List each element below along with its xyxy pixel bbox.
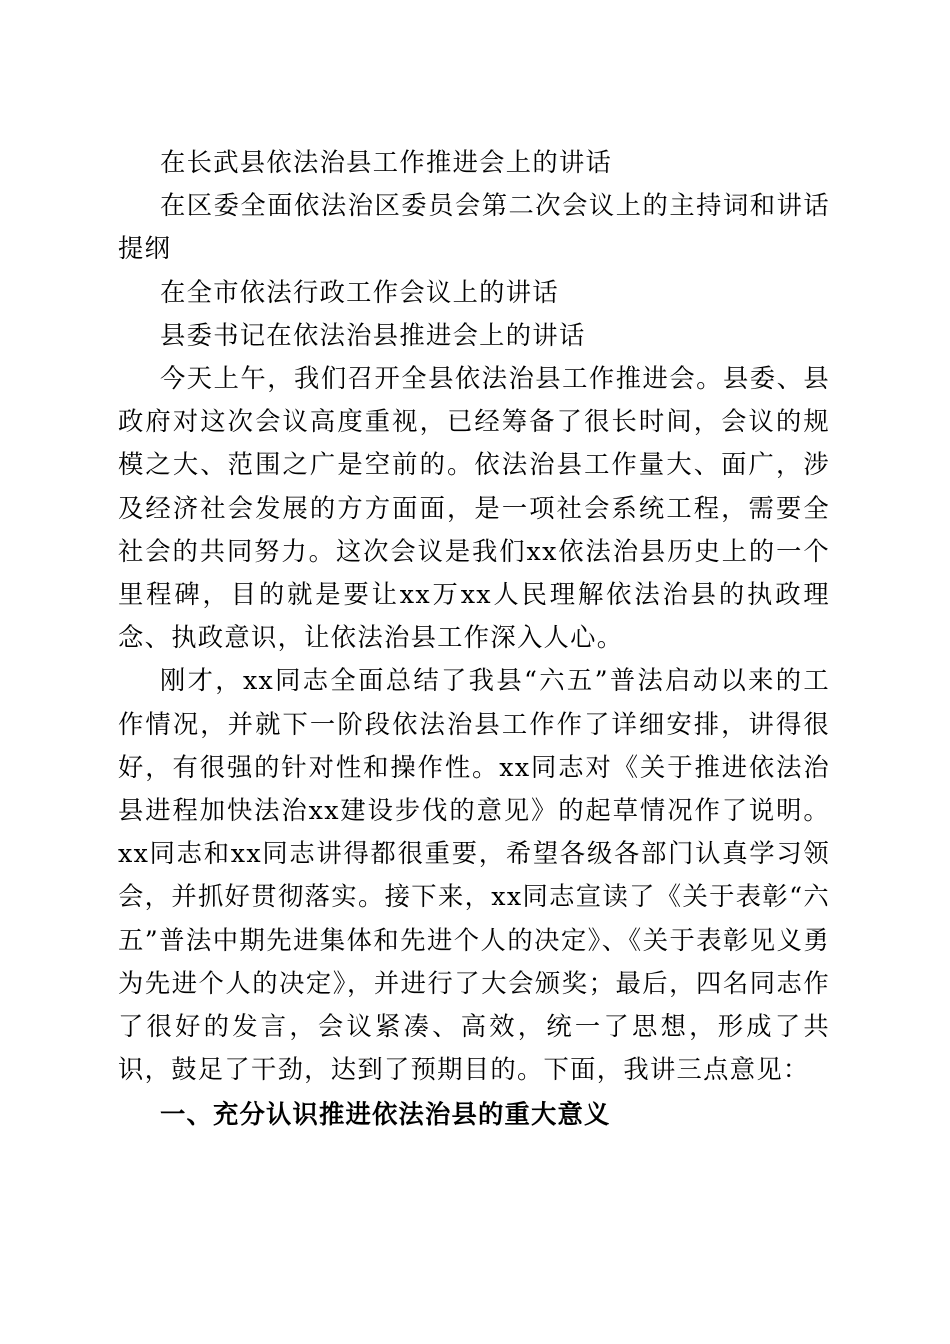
paragraph-2: 刚才，xx同志全面总结了我县“六五”普法启动以来的工作情况，并就下一阶段依法治县工作作了详细安排，讲得很好，有很强的针对性和操作性。xx同志对《关于推进依法治县进程加快法治xx建设步伐的意见》的起草情况作了说明。xx同志和xx同志讲得都很重要，希望各级各部门认真学习领会，并抓好贯彻落实。接下来，xx同志宣读了《关于表彰“六五”普法中期先进集体和先进个人的决定》、《关于表彰见义勇为先进个人的决定》，并进行了大会颁奖；最后，四名同志作了很好的发言，会议紧凑、高效，统一了思想，形成了共识，鼓足了干劲，达到了预期目的。下面，我讲三点意见：: [118, 666, 830, 1085]
document-body: [118, 141, 830, 1137]
title-line-2: 在区委全面依法治区委员会第二次会议上的主持词和讲话提纲: [118, 191, 830, 264]
title-line-4: 县委书记在依法治县推进会上的讲话: [160, 320, 586, 350]
title-line-3: 在全市依法行政工作会议上的讲话: [160, 277, 559, 307]
section-heading: 一、充分认识推进依法治县的重大意义: [160, 1100, 611, 1130]
paragraph-1: 今天上午，我们召开全县依法治县工作推进会。县委、县政府对这次会议高度重视，已经筹备了很长时间，会议的规模之大、范围之广是空前的。依法治县工作量大、面广，涉及经济社会发展的方方面面，是一项社会系统工程，需要全社会的共同努力。这次会议是我们xx依法治县历史上的一个里程碑，目的就是要让xx万xx人民理解依法治县的执政理念、执政意识，让依法治县工作深入人心。: [118, 364, 830, 653]
title-line-1: 在长武县依法治县工作推进会上的讲话: [160, 148, 613, 177]
